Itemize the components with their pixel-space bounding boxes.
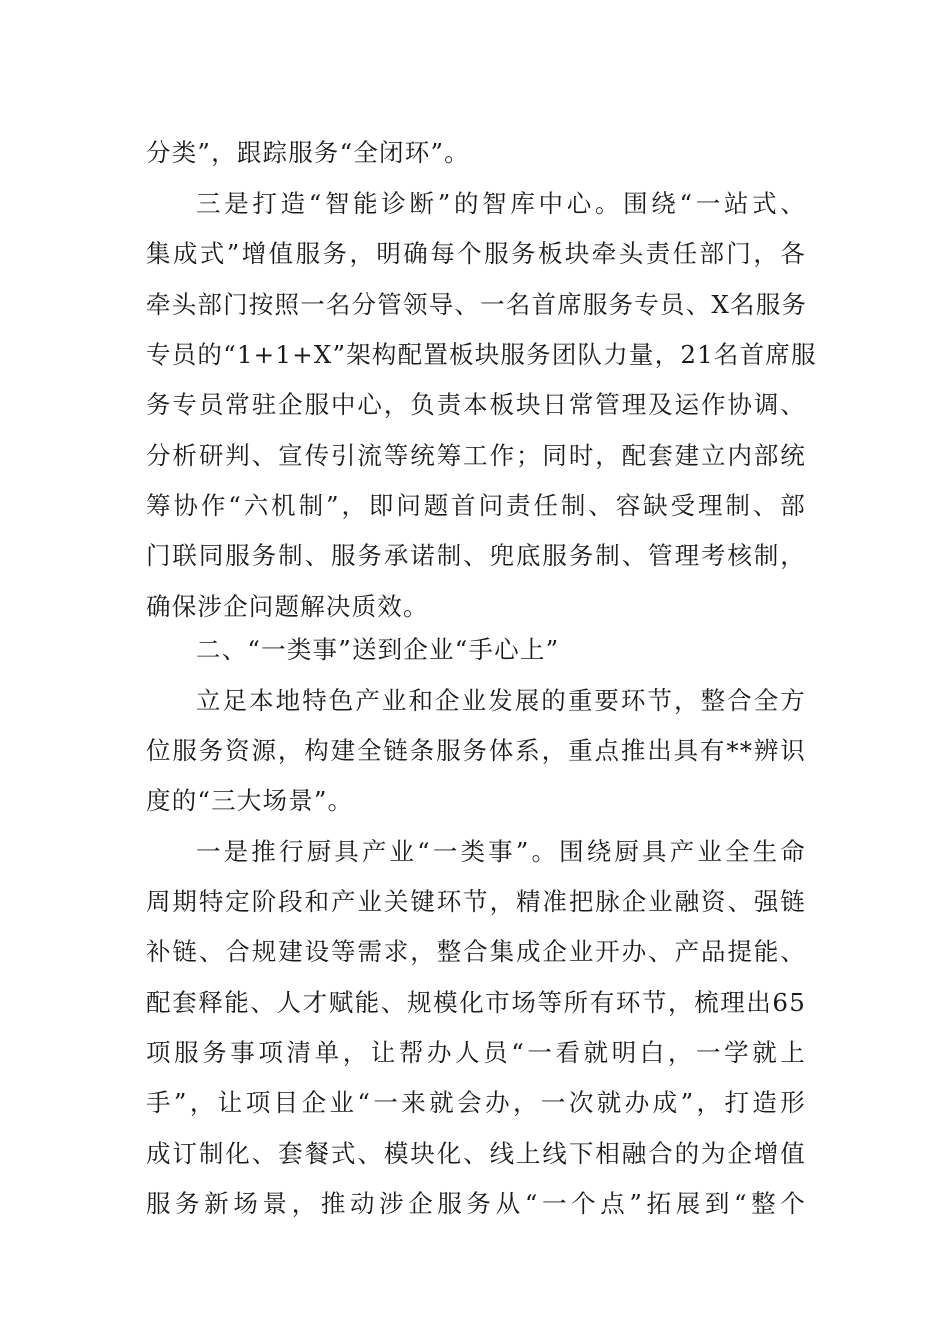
text-line: 度的“三大场景”。 [146, 786, 354, 815]
text-line: 项服务事项清单，让帮办人员“一看就明白，一学就上 [146, 1038, 806, 1067]
text-line: 服务新场景，推动涉企服务从“一个点”拓展到“整个 [146, 1189, 806, 1218]
text-line: 成订制化、套餐式、模块化、线上线下相融合的为企增值 [146, 1139, 806, 1168]
text-line: 牵头部门按照一名分管领导、一名首席服务专员、X名服务 [146, 290, 808, 319]
text-line: 周期特定阶段和产业关键环节，精准把脉企业融资、强链 [146, 887, 806, 916]
text-line: 筹协作“六机制”，即问题首问责任制、容缺受理制、部 [146, 491, 806, 520]
section-heading: 二、“一类事”送到企业“手心上” [196, 635, 560, 664]
text-line: 一是推行厨具产业“一类事”。围绕厨具产业全生命 [196, 837, 806, 866]
text-line: 立足本地特色产业和企业发展的重要环节，整合全方 [196, 686, 806, 715]
text-line: 三是打造“智能诊断”的智库中心。围绕“一站式、 [196, 189, 806, 218]
text-line: 补链、合规建设等需求，整合集成企业开办、产品提能、 [146, 937, 806, 966]
text-line: 分类”，跟踪服务“全闭环”。 [146, 138, 470, 167]
text-line: 集成式”增值服务，明确每个服务板块牵头责任部门，各 [146, 239, 806, 268]
text-line: 分析研判、宣传引流等统筹工作；同时，配套建立内部统 [146, 441, 806, 470]
text-line: 位服务资源，构建全链条服务体系，重点推出具有**辨识 [146, 736, 806, 765]
text-line: 配套释能、人才赋能、规模化市场等所有环节，梳理出65 [146, 988, 806, 1017]
text-line: 专员的“1+1+X”架构配置板块服务团队力量，21名首席服 [146, 340, 817, 369]
text-line: 门联同服务制、服务承诺制、兜底服务制、管理考核制， [146, 541, 806, 570]
text-line: 务专员常驻企服中心，负责本板块日常管理及运作协调、 [146, 390, 806, 419]
text-line: 确保涉企问题解决质效。 [146, 592, 429, 621]
text-line: 手”，让项目企业“一来就会办，一次就办成”，打造形 [146, 1088, 806, 1117]
